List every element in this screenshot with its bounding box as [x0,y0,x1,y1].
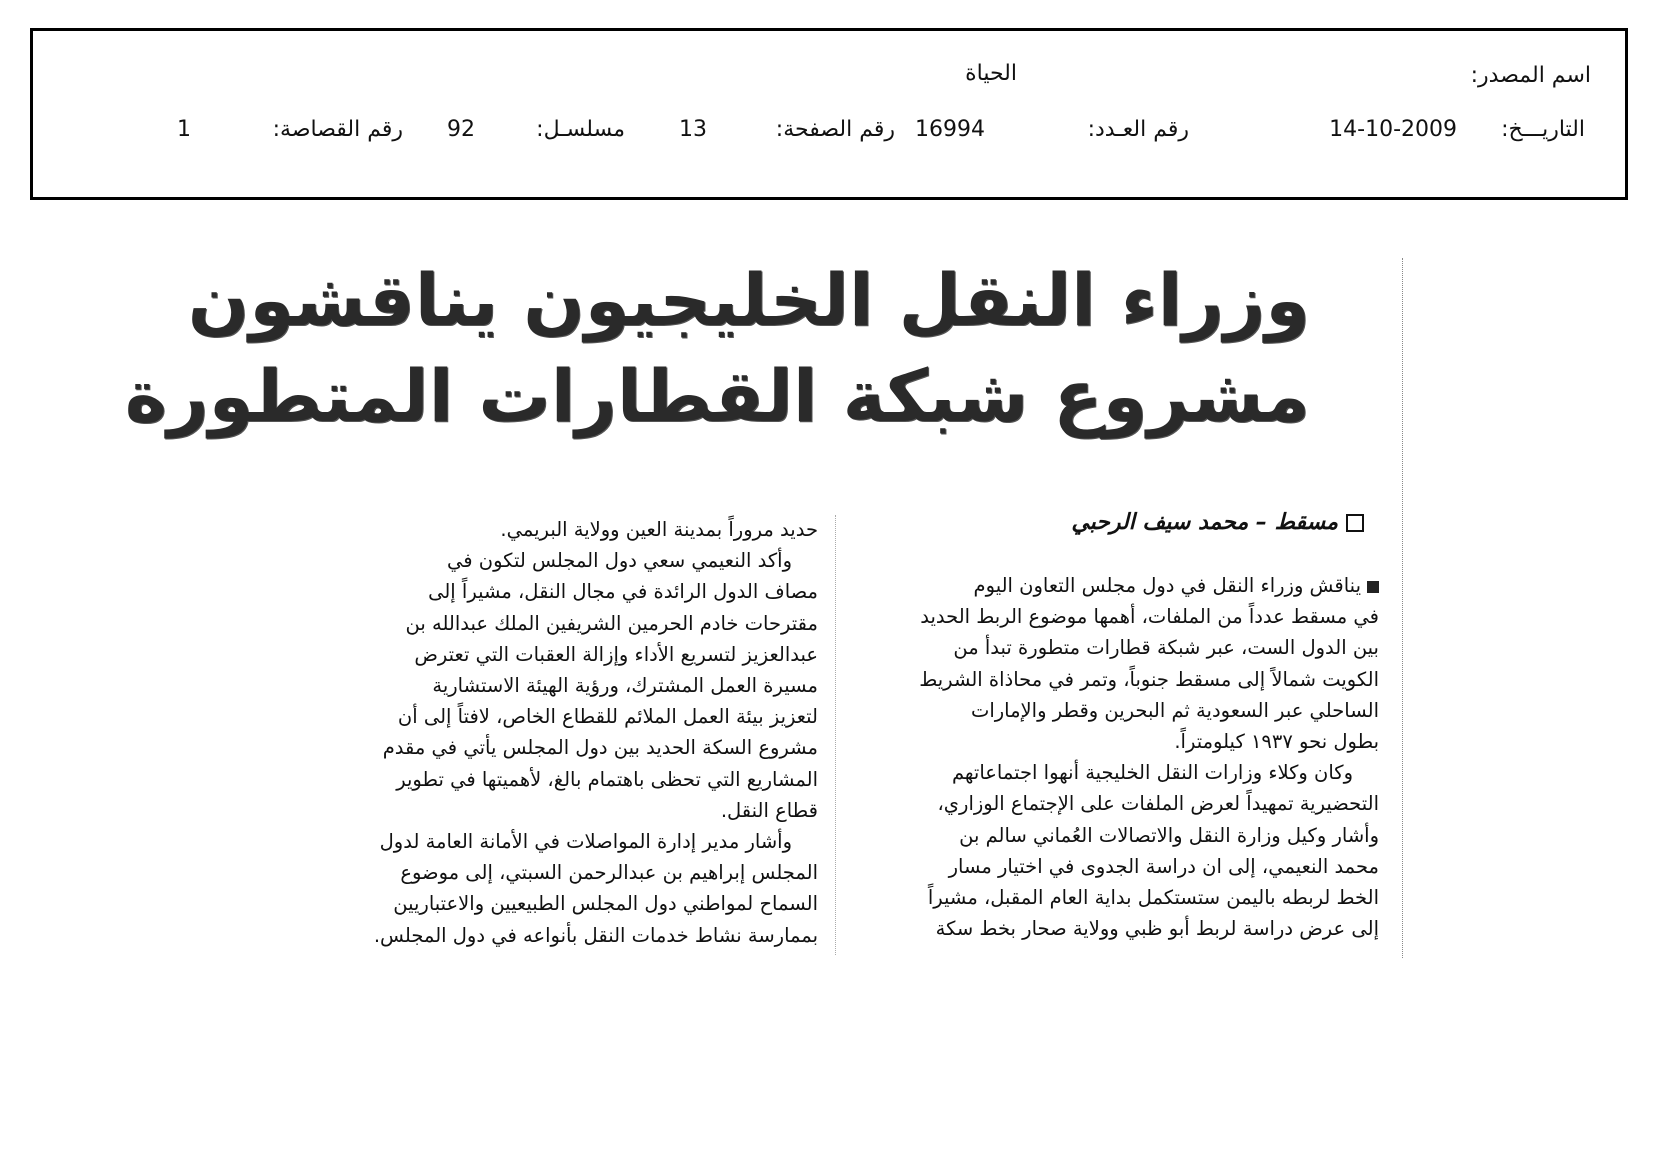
column-line: في مسقط عدداً من الملفات، أهمها موضوع الربط الحديد [920,605,1379,629]
issue-label: رقم العـدد: [1087,117,1189,142]
square-icon [1346,514,1364,532]
article-headline [124,252,1310,444]
headline-line-2: مشروع شبكة القطارات المتطورة [124,354,1310,438]
column-separator [1402,258,1403,958]
column-line: الساحلي عبر السعودية ثم البحرين وقطر والإمارات [970,698,1379,722]
column-separator [835,515,836,955]
column-line: وأكد النعيمي سعي دول المجلس لتكون في [447,549,792,573]
column-line: مصاف الدول الرائدة في مجال النقل، مشيراً إلى [428,580,818,604]
column-line: بين الدول الست، عبر شبكة قطارات متطورة تبدأ من [953,636,1379,660]
column-line: المشاريع التي تحظى باهتمام بالغ، لأهميتها في تطوير [396,767,818,791]
date-value: 14-10-2009 [1329,117,1457,142]
column-line: الكويت شمالاً إلى مسقط جنوباً، وتمر في محاذاة الشريط [919,667,1379,691]
column-line: وأشار مدير إدارة المواصلات في الأمانة العامة لدول [379,830,792,854]
column-line: مشروع السكة الحديد بين دول المجلس يأتي في مقدم [382,736,818,760]
page-label: رقم الصفحة: [775,117,895,142]
column-line: بطول نحو ١٩٣٧ كيلومتراً. [1174,730,1379,754]
byline [1071,510,1364,535]
source-value: الحياة [965,61,1017,86]
column-line: الخط لربطه باليمن ستستكمل بداية العام المقبل، مشيراً [927,886,1379,910]
column-line: التحضيرية تمهيداً لعرض الملفات على الإجتماع الوزاري، [937,792,1379,816]
column-line: إلى عرض دراسة لربط أبو ظبي وولاية صحار بخط سكة [935,917,1379,941]
serial-label: مسلسـل: [536,117,625,142]
byline-text: مسقط – محمد سيف الرحبي [1071,510,1338,535]
column-line: المجلس إبراهيم بن عبدالرحمن السبتي، إلى موضوع [400,861,818,885]
column-line: قطاع النقل. [720,798,818,822]
column-line: محمد النعيمي، إلى ان دراسة الجدوى في اختيار مسار [948,854,1379,878]
page-value: 13 [679,117,707,142]
article-column-1 [839,570,1379,944]
issue-value: 16994 [915,117,985,142]
clip-value: 1 [177,117,191,142]
column-line: مسيرة العمل المشترك، ورؤية الهيئة الاستشارية [432,674,818,698]
column-line: لتعزيز بيئة العمل الملائم للقطاع الخاص، لافتاً إلى أن [397,705,818,729]
serial-value: 92 [447,117,475,142]
article-column-2 [278,514,818,951]
column-line: وأشار وكيل وزارة النقل والاتصالات العُماني سالم بن [959,823,1379,847]
date-label: التاريـــخ: [1501,117,1585,142]
column-line: وكان وكلاء وزارات النقل الخليجية أنهوا اجتماعاتهم [951,761,1353,785]
column-line: السماح لمواطني دول المجلس الطبيعيين والاعتباريين [393,892,818,916]
clip-label: رقم القصاصة: [272,117,403,142]
column-line: حديد مروراً بمدينة العين وولاية البريمي. [500,518,818,541]
column-line: بممارسة نشاط خدمات النقل بأنواعه في دول المجلس. [373,923,818,947]
square-bullet-icon [1367,581,1379,593]
source-label: اسم المصدر: [1470,63,1591,88]
headline-line-1: وزراء النقل الخليجيون يناقشون [187,258,1310,342]
column-line: يناقش وزراء النقل في دول مجلس التعاون اليوم [839,570,1379,601]
metadata-box [30,28,1628,200]
column-line: مقترحات خادم الحرمين الشريفين الملك عبدالله بن [405,611,818,635]
column-line: عبدالعزيز لتسريع الأداء وإزالة العقبات التي تعترض [414,642,818,666]
